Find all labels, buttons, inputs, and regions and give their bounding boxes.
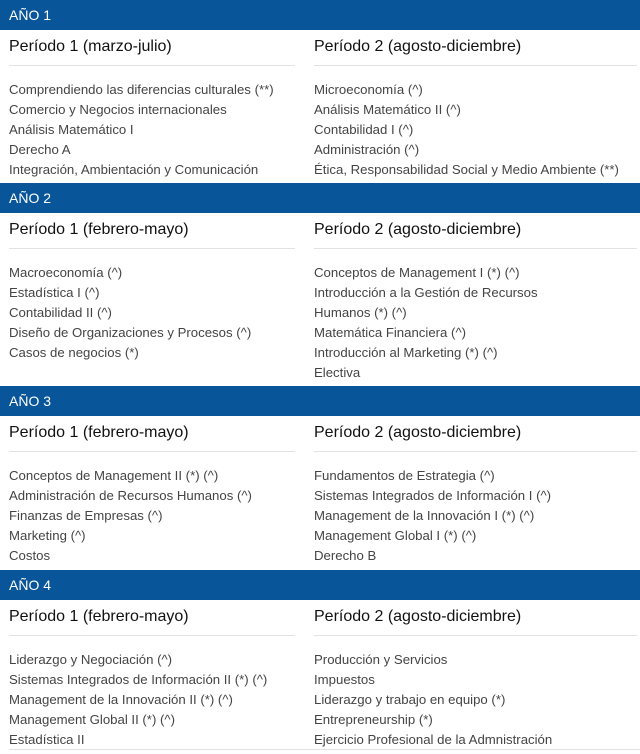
course-item: Comprendiendo las diferencias culturales (**)	[9, 82, 274, 97]
course-item: Introducción al Marketing (*) (^)	[314, 345, 498, 360]
periods-row	[0, 600, 640, 750]
course-item: Conceptos de Management I (*) (^)	[314, 265, 520, 280]
year-block	[0, 570, 640, 754]
course-item: Marketing (^)	[9, 528, 86, 543]
course-item: Fundamentos de Estrategia (^)	[314, 468, 495, 483]
course-item: Humanos (*) (^)	[314, 305, 407, 320]
period-2-column	[305, 37, 640, 180]
periods-row	[0, 213, 640, 383]
course-list	[314, 249, 640, 383]
course-item: Derecho A	[9, 142, 71, 157]
course-item: Liderazgo y trabajo en equipo (*)	[314, 692, 506, 707]
course-list	[314, 452, 640, 566]
course-item: Derecho B	[314, 548, 377, 563]
period-2-column	[305, 607, 640, 750]
course-item: Administración (^)	[314, 142, 420, 157]
course-item: Administración de Recursos Humanos (^)	[9, 488, 252, 503]
course-item: Macroeconomía (^)	[9, 265, 123, 280]
course-item: Entrepreneurship (*)	[314, 712, 433, 727]
period-title: Período 2 (agosto-diciembre)	[314, 37, 637, 66]
course-item: Estadística I (^)	[9, 285, 100, 300]
course-item: Diseño de Organizaciones y Procesos (^)	[9, 325, 252, 340]
course-item: Management de la Innovación I (*) (^)	[314, 508, 535, 523]
period-title: Período 1 (febrero-mayo)	[9, 220, 295, 249]
periods-row	[0, 416, 640, 566]
year-header: AÑO 1	[0, 0, 640, 30]
course-list	[314, 636, 640, 750]
course-item: Microeconomía (^)	[314, 82, 423, 97]
course-item: Sistemas Integrados de Información I (^)	[314, 488, 552, 503]
year-header: AÑO 3	[0, 386, 640, 416]
period-1-column	[0, 37, 305, 180]
course-item: Integración, Ambientación y Comunicación	[9, 162, 259, 177]
period-2-column	[305, 423, 640, 566]
periods-row	[0, 30, 640, 180]
course-item: Introducción a la Gestión de Recursos	[314, 285, 538, 300]
course-item: Contabilidad I (^)	[314, 122, 414, 137]
year-block	[0, 386, 640, 570]
course-item: Análisis Matemático I	[9, 122, 134, 137]
course-item: Ética, Responsabilidad Social y Medio Ambiente (**)	[314, 162, 619, 177]
period-title: Período 2 (agosto-diciembre)	[314, 220, 637, 249]
year-block	[0, 0, 640, 183]
course-item: Análisis Matemático II (^)	[314, 102, 461, 117]
course-item: Management de la Innovación II (*) (^)	[9, 692, 233, 707]
year-header: AÑO 4	[0, 570, 640, 600]
course-item: Estadística II	[9, 732, 85, 747]
course-item: Ejercicio Profesional de la Admnistración	[314, 732, 553, 747]
course-item: Impuestos	[314, 672, 375, 687]
course-item: Conceptos de Management II (*) (^)	[9, 468, 219, 483]
course-item: Liderazgo y Negociación (^)	[9, 652, 173, 667]
course-item: Producción y Servicios	[314, 652, 448, 667]
period-title: Período 1 (febrero-mayo)	[9, 607, 295, 636]
course-item: Contabilidad II (^)	[9, 305, 112, 320]
period-1-column	[0, 607, 305, 750]
period-1-column	[0, 220, 305, 383]
year-header: AÑO 2	[0, 183, 640, 213]
course-list	[9, 66, 305, 180]
period-2-column	[305, 220, 640, 383]
period-1-column	[0, 423, 305, 566]
course-list	[9, 452, 305, 566]
course-item: Finanzas de Empresas (^)	[9, 508, 163, 523]
period-title: Período 1 (febrero-mayo)	[9, 423, 295, 452]
course-list	[314, 66, 640, 180]
course-item: Electiva	[314, 365, 361, 380]
course-item: Costos	[9, 548, 51, 563]
bottom-divider	[9, 749, 640, 750]
course-item: Sistemas Integrados de Información II (*) (^)	[9, 672, 268, 687]
period-title: Período 2 (agosto-diciembre)	[314, 607, 637, 636]
course-list	[9, 249, 305, 363]
year-block	[0, 183, 640, 386]
period-title: Período 1 (marzo-julio)	[9, 37, 295, 66]
course-item: Matemática Financiera (^)	[314, 325, 467, 340]
course-item: Comercio y Negocios internacionales	[9, 102, 227, 117]
course-item: Management Global II (*) (^)	[9, 712, 175, 727]
course-item: Management Global I (*) (^)	[314, 528, 477, 543]
period-title: Período 2 (agosto-diciembre)	[314, 423, 637, 452]
course-list	[9, 636, 305, 750]
course-item: Casos de negocios (*)	[9, 345, 139, 360]
